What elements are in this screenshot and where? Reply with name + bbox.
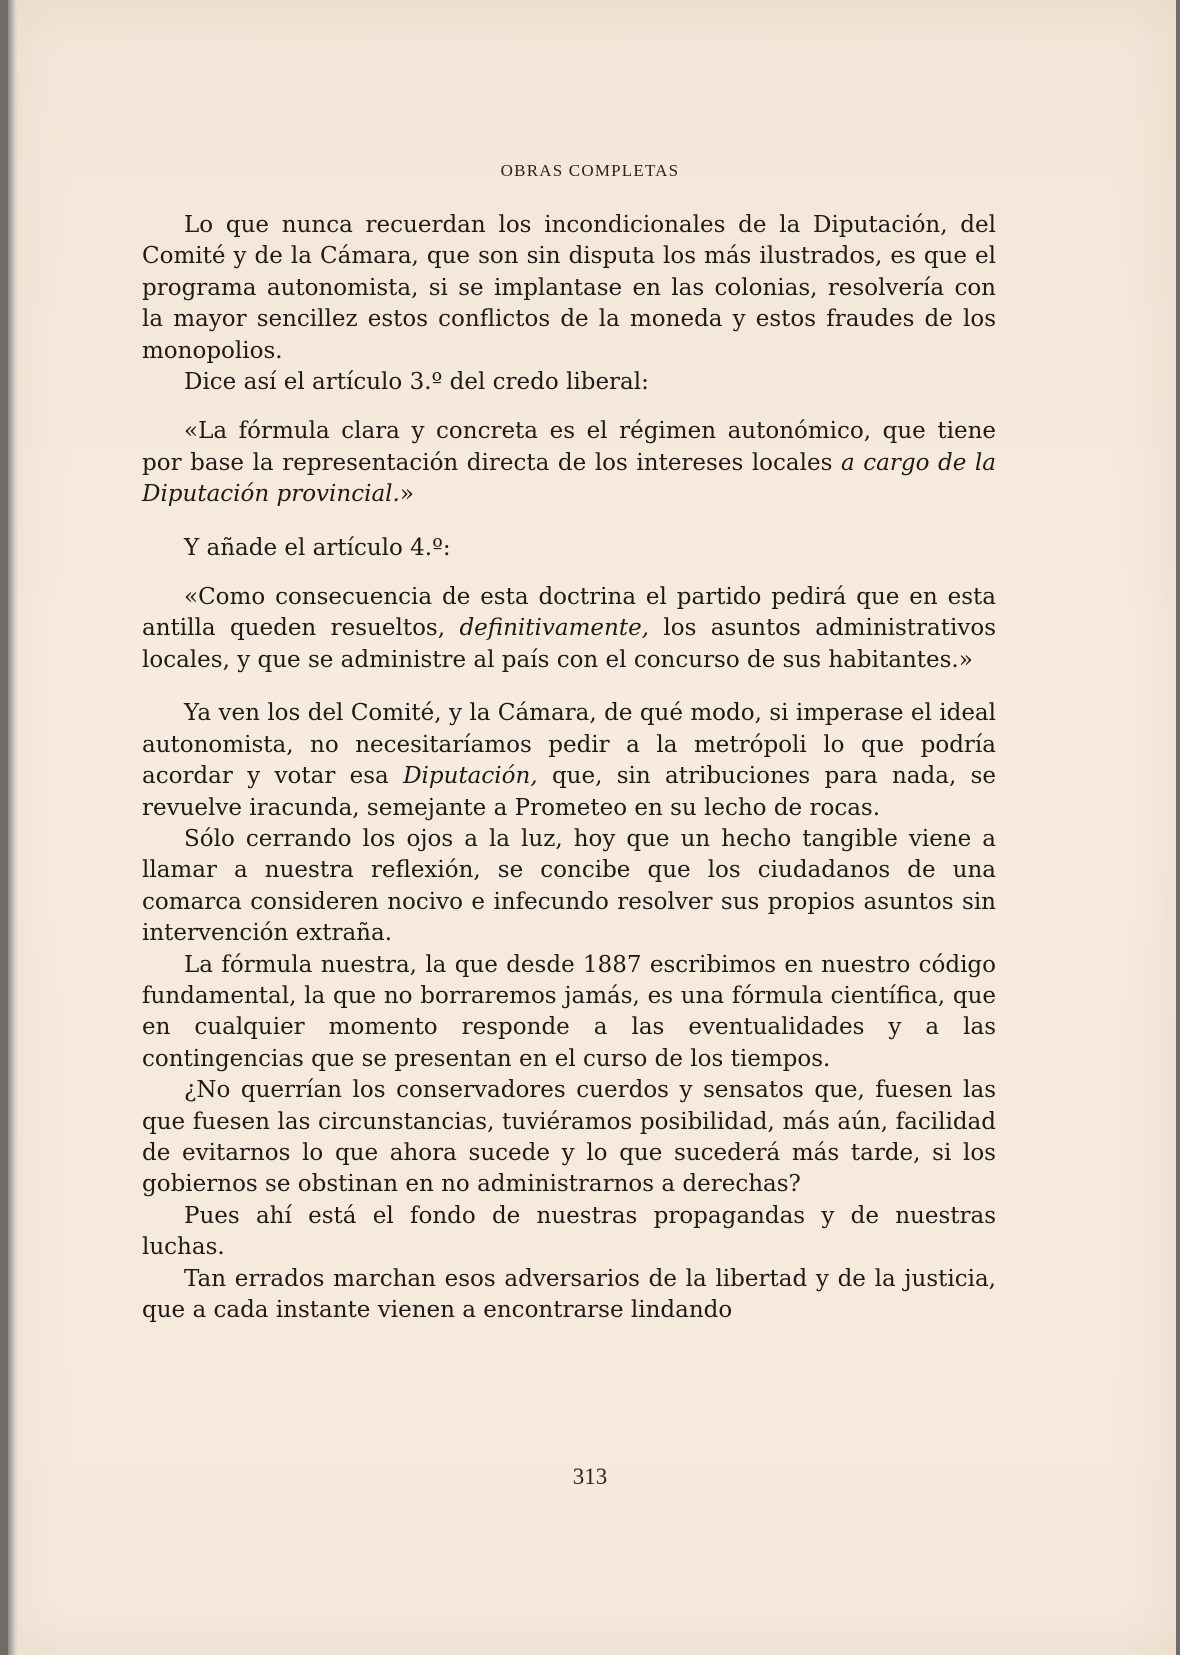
running-head: OBRAS COMPLETAS xyxy=(500,161,680,180)
paragraph: La fórmula nuestra, la que desde 1887 escribimos en nuestro código fundamental, la que no borraremos jamás, es una fórmula científica, que en cualquier momento responde a las eventualidades y a las contingencias que se presentan en el curso de los tiempos. xyxy=(142,951,996,1072)
paragraph: Tan errados marchan esos adversarios de la libertad y de la justicia, que a cada instante vienen a encontrarse lindando xyxy=(142,1265,996,1323)
page-edge-shadow xyxy=(8,0,18,1655)
paragraph: Pues ahí está el fondo de nuestras propagandas y de nuestras luchas. xyxy=(142,1202,996,1261)
quoted-paragraph: «La fórmula clara y concreta es el régimen autonómico, que tiene por base la representación directa de los intereses locales a cargo de la Diputación provincial.» xyxy=(142,418,996,508)
quoted-paragraph: «Como consecuencia de esta doctrina el partido pedirá que en esta antilla queden resueltos, definitivamente, los asuntos administrativos locales, y que se administre al país con el concurso de sus habitantes.» xyxy=(142,584,996,673)
paragraph: Lo que nunca recuerdan los incondicionales de la Diputación, del Comité y de la Cámara, que son sin disputa los más ilustrados, es que el programa autonomista, si se implantase en las colonias, resolvería con la mayor sencillez estos conflictos de la moneda y estos fraudes de los monopolios. xyxy=(142,212,996,364)
paragraph: Ya ven los del Comité, y la Cámara, de qué modo, si imperase el ideal autonomista, no necesitaríamos pedir a la metrópoli lo que podría acordar y votar esa Diputación, que, sin atribuciones para nada, se revuelve iracunda, semejante a Prometeo en su lecho de rocas. xyxy=(142,700,997,821)
paragraph: Dice así el artículo 3.º del credo liberal: xyxy=(184,369,649,396)
body-text xyxy=(142,210,996,1326)
paragraph: ¿No querrían los conservadores cuerdos y sensatos que, fuesen las que fuesen las circunstancias, tuviéramos posibilidad, más aún, facilidad de evitarnos lo que ahora sucede y lo que sucederá más tarde, si los gobiernos se obstinan en no administrarnos a derechas? xyxy=(142,1077,996,1198)
paragraph: Sólo cerrando los ojos a la luz, hoy que un hecho tangible viene a llamar a nuestra reflexión, se concibe que los ciudadanos de una comarca consideren nocivo e infecundo resolver sus propios asuntos sin intervención extraña. xyxy=(142,825,996,947)
page-number: 313 xyxy=(572,1464,608,1489)
paragraph: Y añade el artículo 4.º: xyxy=(184,534,451,561)
